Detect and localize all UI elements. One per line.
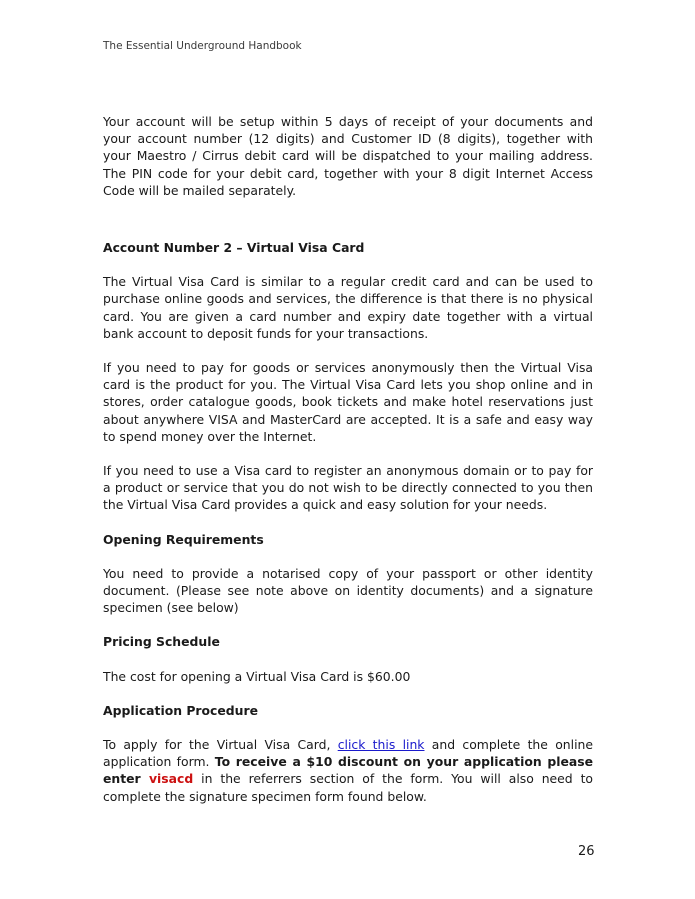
section-heading-virtual-visa: Account Number 2 – Virtual Visa Card xyxy=(103,240,365,256)
running-header: The Essential Underground Handbook xyxy=(103,40,302,52)
section-heading-pricing-schedule: Pricing Schedule xyxy=(103,634,220,650)
section-heading-opening-requirements: Opening Requirements xyxy=(103,531,264,547)
page-number: 26 xyxy=(578,844,595,859)
application-paragraph xyxy=(103,736,593,805)
anonymous-pay-paragraph: If you need to pay for goods or services anonymously then the Virtual Visa card is the product for you. The Virtual Visa Card lets you shop online and in stores, order catalogue goods, book tickets and make hotel reservations just about anywhere VISA and MasterCard are accepted. It is a safe and easy way to spend money over the Internet. xyxy=(103,360,593,444)
pricing-paragraph: The cost for opening a Virtual Visa Card is $60.00 xyxy=(103,668,411,684)
referral-code: visacd xyxy=(148,771,194,787)
application-text-intro: To apply for the Virtual Visa Card, xyxy=(103,737,338,753)
application-text-mid: and complete the online application form. xyxy=(103,737,593,770)
application-link[interactable]: click this link xyxy=(337,737,425,753)
discount-instruction: To receive a $10 discount on your application please enter xyxy=(103,754,593,787)
opening-requirements-paragraph: You need to provide a notarised copy of your passport or other identity document. (Please see note above on identity documents) and a signature specimen (see below) xyxy=(103,565,593,616)
section-heading-application-procedure: Application Procedure xyxy=(103,702,259,718)
account-setup-paragraph: Your account will be setup within 5 days of receipt of your documents and your account number (12 digits) and Customer ID (8 digits), together with your Maestro / Cirrus debit card will be dispatched to your mailing address. The PIN code for your debit card, together with your 8 digit Internet Access Code will be mailed separately. xyxy=(103,114,593,198)
virtual-visa-intro-paragraph: The Virtual Visa Card is similar to a regular credit card and can be used to purchase online goods and services, the difference is that there is no physical card. You are given a card number and expiry date together with a virtual bank account to deposit funds for your transactions. xyxy=(103,274,593,341)
page-content xyxy=(103,113,593,822)
anonymous-domain-paragraph: If you need to use a Visa card to register an anonymous domain or to pay for a product or service that you do not wish to be directly connected to you then the Virtual Visa Card provides a quick and easy solution for your needs. xyxy=(103,463,593,513)
application-text-end: in the referrers section of the form. You will also need to complete the signature specimen form found below. xyxy=(103,771,594,804)
